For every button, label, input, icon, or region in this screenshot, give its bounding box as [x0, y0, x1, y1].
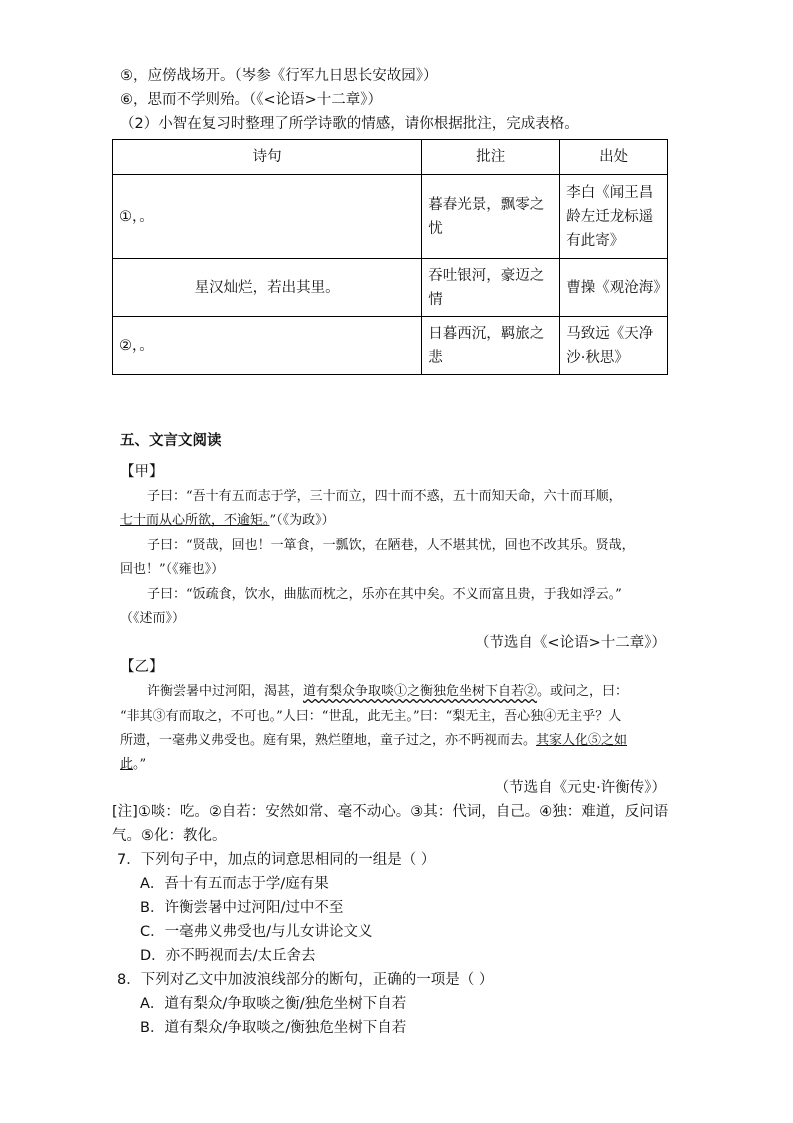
note-cell: 暮春光景，飘零之忧 — [422, 175, 560, 259]
yi-line2: “非其③有而取之，不可也。”人曰：“世乱，此无主。”曰：“梨无主，吾心独④无主乎？人 — [120, 709, 622, 724]
jia-p1-line2 — [120, 511, 335, 531]
yi-text: 所遗，一毫弗义弗受也。庭有果，熟烂堕地，童子过之，亦不眄视而去。 — [120, 733, 537, 748]
yi-text: 。或问之，曰： — [537, 684, 629, 699]
notes-line2: 气。⑤化：教化。 — [112, 828, 227, 844]
jia-p2-line1: 子曰：“贤哉，回也！一箪食，一瓢饮，在陋巷，人不堪其忧，回也不改其乐。贤哉， — [147, 538, 635, 553]
fill-line-6: ⑥，思而不学则殆。（《<论语>十二章》） — [120, 92, 383, 108]
yi-label: 【乙】 — [120, 659, 164, 675]
yi-line3 — [120, 731, 627, 751]
jia-p3-line1: 子曰：“饭疏食，饮水，曲肱而枕之，乐亦在其中矣。不义而富且贵，于我如浮云。” — [147, 587, 622, 602]
notes-line1: [注]①啖：吃。②自若：安然如常、毫不动心。③其：代词，自己。④独：难道，反问语 — [112, 804, 669, 820]
q8-option-b[interactable]: B．道有梨众/争取啖之/衡独危坐树下自若 — [140, 1020, 407, 1036]
jia-p1-citation: ”（《为政》） — [269, 513, 335, 528]
verse-cell[interactable]: ①，。 — [113, 175, 422, 259]
question-7-stem: 7．下列句子中，加点的词意思相同的一组是（ ） — [117, 852, 436, 868]
section-title: 五、文言文阅读 — [120, 433, 222, 449]
table-row — [113, 259, 668, 317]
jia-p2-line2: 回也！”（《雍也》） — [120, 562, 225, 577]
underlined-sentence: 此 — [120, 757, 134, 772]
jia-p1-line1: 子曰：“吾十有五而志于学，三十而立，四十而不惑，五十而知天命，六十而耳顺， — [147, 489, 622, 504]
q7-option-c[interactable]: C．一毫弗义弗受也/与儿女讲论文义 — [140, 924, 373, 940]
underlined-sentence: 七十而从心所欲，不逾矩。 — [120, 513, 270, 528]
header-note: 批注 — [422, 140, 560, 175]
yi-line1 — [147, 682, 628, 702]
verse-cell[interactable]: ②，。 — [113, 317, 422, 375]
verse-cell: 星汉灿烂，若出其里。 — [113, 259, 422, 317]
question-2-instruction: （2）小智在复习时整理了所学诗歌的情感，请你根据批注，完成表格。 — [120, 116, 579, 132]
q7-option-d[interactable]: D．亦不眄视而去/太丘舍去 — [140, 948, 316, 964]
wavy-underlined-sentence: 道有梨众争取啖①之衡独危坐树下自若② — [303, 684, 538, 699]
source-cell: 李白《闻王昌龄左迁龙标遥有此寄》 — [560, 175, 668, 259]
yi-text: 。” — [133, 757, 147, 772]
table-row — [113, 317, 668, 375]
q7-option-a[interactable]: A．吾十有五而志于学/庭有果 — [140, 876, 329, 892]
source-cell: 曹操《观沧海》 — [560, 259, 668, 317]
header-verse: 诗句 — [113, 140, 422, 175]
yi-source: （节选自《元史·许衡传》） — [494, 780, 666, 796]
yi-text: 许衡尝暑中过河阳，渴甚， — [147, 684, 304, 699]
question-8-stem: 8．下列对乙文中加波浪线部分的断句，正确的一项是（ ） — [117, 972, 494, 988]
source-cell: 马致远《天净沙·秋思》 — [560, 317, 668, 375]
fill-line-5: ⑤，应傍战场开。（岑参《行军九日思长安故园》） — [120, 68, 438, 84]
note-cell: 日暮西沉，羁旅之悲 — [422, 317, 560, 375]
yi-line4 — [120, 755, 146, 775]
table-header-row — [113, 140, 668, 175]
underlined-sentence: 其家人化⑤之如 — [536, 733, 628, 748]
q8-option-a[interactable]: A．道有梨众/争取啖之衡/独危坐树下自若 — [140, 996, 407, 1012]
jia-p3-line2: （《述而》） — [120, 611, 186, 626]
table-row — [113, 175, 668, 259]
q7-option-b[interactable]: B．许衡尝暑中过河阳/过中不至 — [140, 900, 344, 916]
jia-label: 【甲】 — [120, 464, 164, 480]
poem-table — [112, 139, 668, 375]
note-cell: 吞吐银河，豪迈之情 — [422, 259, 560, 317]
header-source: 出处 — [560, 140, 668, 175]
jia-source: （节选自《<论语>十二章》） — [474, 635, 666, 651]
